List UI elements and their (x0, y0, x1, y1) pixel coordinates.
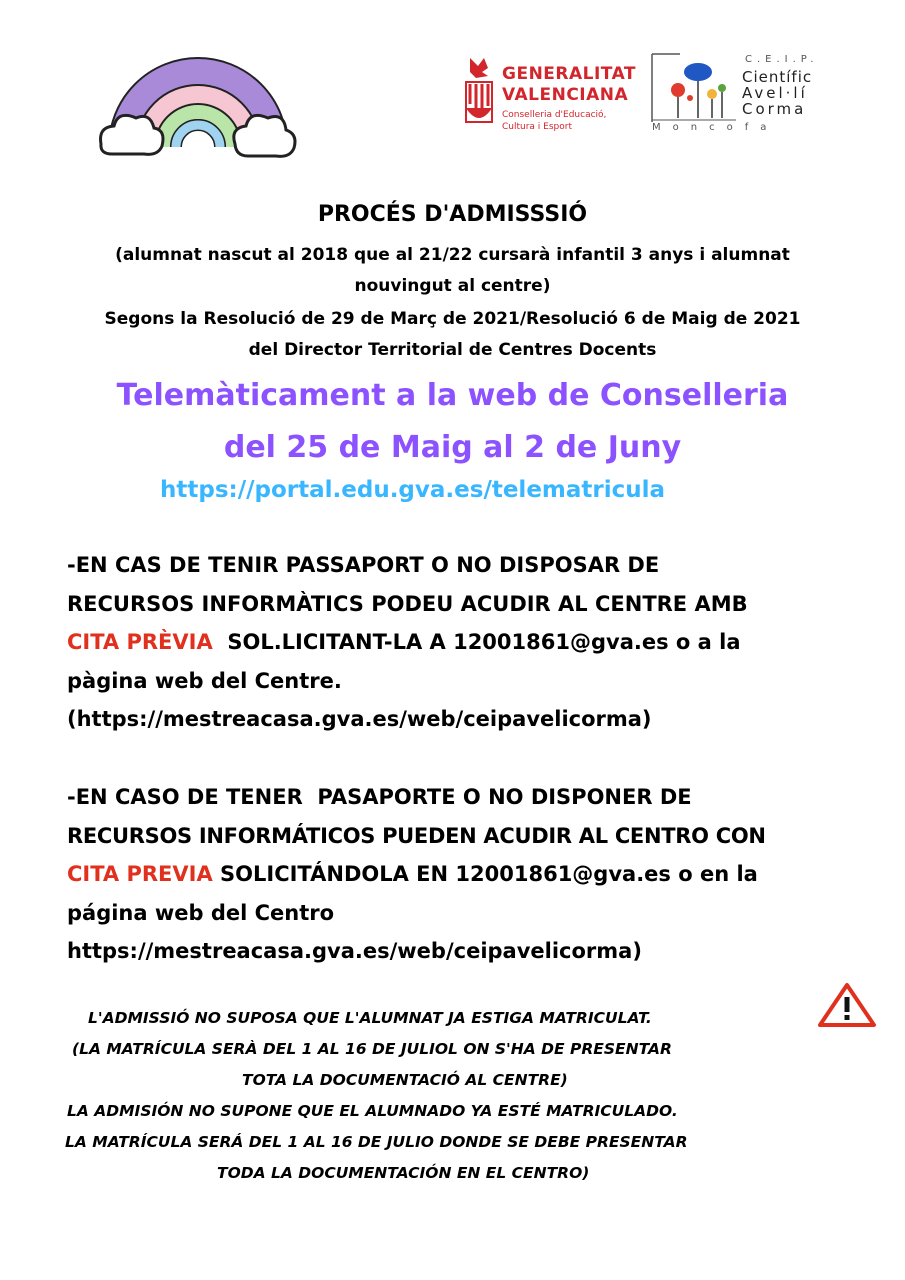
valencian-line1: -EN CAS DE TENIR PASSAPORT O NO DISPOSAR DE (67, 553, 660, 577)
online-dates: del 25 de Maig al 2 de Juny (223, 430, 682, 465)
gva-dept-line1: Conselleria d'Educació, (502, 110, 607, 120)
gva-name-line2: VALENCIANA (502, 85, 629, 105)
spanish-paragraph (67, 778, 905, 971)
ceip-name-line3: Corma (742, 100, 807, 118)
gva-logo (462, 56, 637, 136)
valencian-website-link[interactable]: (https://mestreacasa.gva.es/web/ceipavelicorma) (67, 707, 652, 731)
spanish-website-link[interactable]: https://mestreacasa.gva.es/web/ceipavelicorma) (67, 939, 642, 963)
cita-previa-highlight: CITA PREVIA (67, 862, 213, 886)
note-line: TOTA LA DOCUMENTACIÓ AL CENTRE) (242, 1071, 568, 1089)
ceip-name-line2: Avel·lí (742, 84, 808, 102)
spanish-line3 (67, 855, 905, 894)
note-line: TODA LA DOCUMENTACIÓN EN EL CENTRO) (217, 1164, 590, 1182)
note-line: LA ADMISIÓN NO SUPONE QUE EL ALUMNADO YA ESTÉ MATRICULADO. (67, 1102, 678, 1120)
valencian-paragraph (67, 546, 905, 739)
valencian-line2: RECURSOS INFORMÀTICS PODEU ACUDIR AL CENTRE AMB (67, 591, 748, 616)
spanish-line3-rest: SOLICITÁNDOLA EN 12001861@gva.es o en la (212, 862, 758, 886)
subtitle-students (0, 240, 905, 302)
ceip-tree-icon (650, 52, 740, 124)
ceip-label: C.E.I.P. (745, 54, 819, 65)
valencian-line3-rest: SOL.LICITANT-LA A 12001861@gva.es o a la (212, 630, 741, 654)
gva-dept-line2: Cultura i Esport (502, 122, 572, 132)
spanish-line1: -EN CASO DE TENER PASAPORTE O NO DISPONER DE (67, 785, 692, 809)
telematricula-link[interactable]: https://portal.edu.gva.es/telematricula (160, 477, 666, 503)
gva-name-line1: GENERALITAT (502, 64, 637, 84)
valencian-line3 (67, 623, 905, 662)
subtitle-line3: Segons la Resolució de 29 de Març de 2021/Resolució 6 de Maig de 2021 (104, 309, 801, 329)
spanish-line4: página web del Centro (67, 900, 335, 925)
note-line: LA MATRÍCULA SERÁ DEL 1 AL 16 DE JULIO DONDE SE DEBE PRESENTAR (65, 1133, 688, 1151)
page-title: PROCÉS D'ADMISSSIÓ (317, 202, 588, 227)
spanish-line2: RECURSOS INFORMÁTICOS PUEDEN ACUDIR AL CENTRO CON (67, 823, 766, 848)
subtitle-line2: nouvingut al centre) (354, 276, 551, 296)
gva-shield-icon (462, 56, 496, 126)
ceip-town: Moncofa (652, 122, 779, 133)
ceip-logo (650, 52, 830, 140)
cita-previa-highlight: CITA PRÈVIA (67, 630, 213, 654)
subtitle-line1: (alumnat nascut al 2018 que al 21/22 cursarà infantil 3 anys i alumnat (115, 245, 790, 265)
warning-icon (816, 981, 878, 1029)
note-line: (LA MATRÍCULA SERÀ DEL 1 AL 16 DE JULIOL ON S'HA DE PRESENTAR (72, 1040, 672, 1058)
subtitle-line4: del Director Territorial de Centres Docents (248, 340, 657, 360)
note-line: L'ADMISSIÓ NO SUPOSA QUE L'ALUMNAT JA ESTIGA MATRICULAT. (88, 1009, 652, 1027)
valencian-line4: pàgina web del Centre. (67, 668, 342, 693)
online-heading: Telemàticament a la web de Conselleria (116, 378, 789, 413)
subtitle-resolution (0, 304, 905, 366)
ceip-name-line1: Científic (742, 68, 813, 86)
rainbow-icon (98, 52, 298, 167)
